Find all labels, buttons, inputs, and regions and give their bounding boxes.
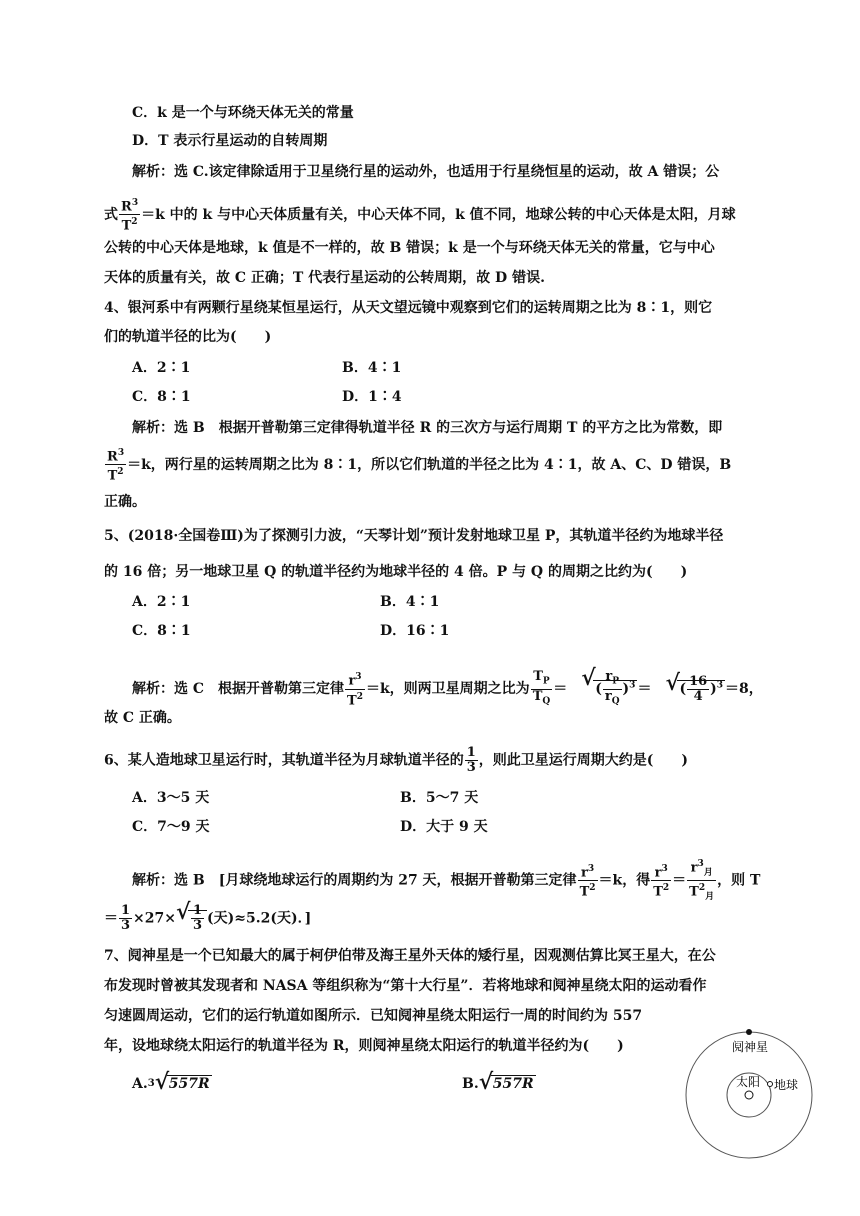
q5-option-d: D．16∶1: [380, 623, 450, 639]
question-7-line1: 7、阋神星是一个已知最大的属于柯伊伯带及海王星外天体的矮行星，因观测估算比冥王星大，在公: [104, 948, 716, 964]
q6-option-a: A．3～5 天: [132, 790, 210, 806]
analysis-5-line2: 故 C 正确。: [104, 710, 181, 726]
earth-label: 地球: [774, 1078, 799, 1092]
q7-option-b: B.√ 557R: [462, 1074, 536, 1094]
analysis-3-line1: 解析：选 C.该定律除适用于卫星绕行星的运动外，也适用于行星绕恒星的运动，故 A 错误；公: [132, 164, 720, 180]
question-5-line1: 5、(2018·全国卷Ⅲ)为了探测引力波，“天琴计划”预计发射地球卫星 P，其轨道半径约为地球半径: [104, 528, 724, 544]
q4-option-b: B．4∶1: [342, 360, 402, 376]
earth-dot: [768, 1082, 773, 1087]
q5-option-a: A．2∶1: [132, 594, 191, 610]
q4-option-a: A．2∶1: [132, 360, 191, 376]
question-4-line2: 们的轨道半径的比为( ): [104, 329, 272, 345]
eris-dot: [746, 1029, 752, 1035]
question-7-line3: 匀速圆周运动，它们的运行轨道如图所示．已知阋神星绕太阳运行一周的时间约为 557: [104, 1008, 643, 1024]
q7-option-a: A.$^3$√ 557R: [132, 1074, 212, 1094]
analysis-4-line1: 解析：选 B 根据开普勒第三定律得轨道半径 R 的三次方与运行周期 T 的平方之比为常数，即: [132, 420, 723, 436]
q4-option-c: C．8∶1: [132, 389, 191, 405]
question-7-line4: 年，设地球绕太阳运行的轨道半径为 R，则阋神星绕太阳运行的轨道半径约为( ): [104, 1038, 624, 1054]
sun-icon: [745, 1091, 753, 1099]
option-c: C．k 是一个与环绕天体无关的常量: [132, 105, 354, 121]
q5-option-c: C．8∶1: [132, 623, 191, 639]
q4-option-d: D．1∶4: [342, 389, 402, 405]
q6-option-d: D．大于 9 天: [400, 819, 488, 835]
question-7-line2: 布发现时曾被其发现者和 NASA 等组织称为“第十大行星”．若将地球和阋神星绕太阳的运动看作: [104, 978, 707, 994]
analysis-4-line3: 正确。: [104, 494, 146, 510]
orbit-diagram: [684, 1024, 834, 1174]
analysis-3-line3: 公转的中心天体是地球，k 值是不一样的，故 B 错误；k 是一个与环绕天体无关的常量，它与中心: [104, 240, 715, 256]
option-d: D．T 表示行星运动的自转周期: [132, 133, 328, 149]
analysis-3-line4: 天体的质量有关，故 C 正确；T 代表行星运动的公转周期，故 D 错误.: [104, 270, 545, 286]
analysis-3-line2: 式 $\frac{R^3}{T^2}$ ＝k 中的 k 与中心天体质量有关，中心天体不同，k 值不同，地球公转的中心天体是太阳，月球: [104, 198, 736, 234]
analysis-5-line1: 解析：选 C 根据开普勒第三定律 $\frac{r^3}{T^2}$ ＝k，则两卫星周期之比为 $\frac{T_P}{T_Q}$ ＝ √ ( $\frac{r_P}{r_Q}$ )$^3$ ＝ √ ( $\frac{16}{4}$ )$^3$ ＝8，: [132, 670, 763, 708]
question-4-line1: 4、银河系中有两颗行星绕某恒星运行，从天文望远镜中观察到它们的运转周期之比为 8∶1，则它: [104, 300, 713, 316]
question-5-line2: 的 16 倍；另一地球卫星 Q 的轨道半径约为地球半径的 4 倍。P 与 Q 的周期之比约为( ): [104, 564, 688, 580]
q5-option-b: B．4∶1: [380, 594, 440, 610]
analysis-6-line1: 解析：选 B [月球绕地球运行的周期约为 27 天，根据开普勒第三定律 $\frac{r^3}{T^2}$ ＝k，得 $\frac{r^3}{T^2}$ ＝ $\frac{r^3_月}{T^2_月}$ ，则 T: [132, 859, 761, 902]
q6-option-b: B．5～7 天: [400, 790, 479, 806]
question-6: 6、某人造地球卫星运行时，其轨道半径为月球轨道半径的 $\frac{1}{3}$ ，则此卫星运行周期大约是( ): [104, 745, 689, 775]
analysis-6-line2: ＝ $\frac{1}{3}$ ×27× √ $\frac{1}{3}$ (天)≈5.2(天)．]: [104, 904, 311, 933]
eris-label: 阋神星: [732, 1040, 769, 1054]
q6-option-c: C．7～9 天: [132, 819, 210, 835]
sun-label: 太阳: [736, 1075, 761, 1089]
analysis-4-line2: $\frac{R^3}{T^2}$ ＝k，两行星的运转周期之比为 8∶1，所以它们轨道的半径之比为 4∶1，故 A、C、D 错误，B: [107, 448, 732, 484]
